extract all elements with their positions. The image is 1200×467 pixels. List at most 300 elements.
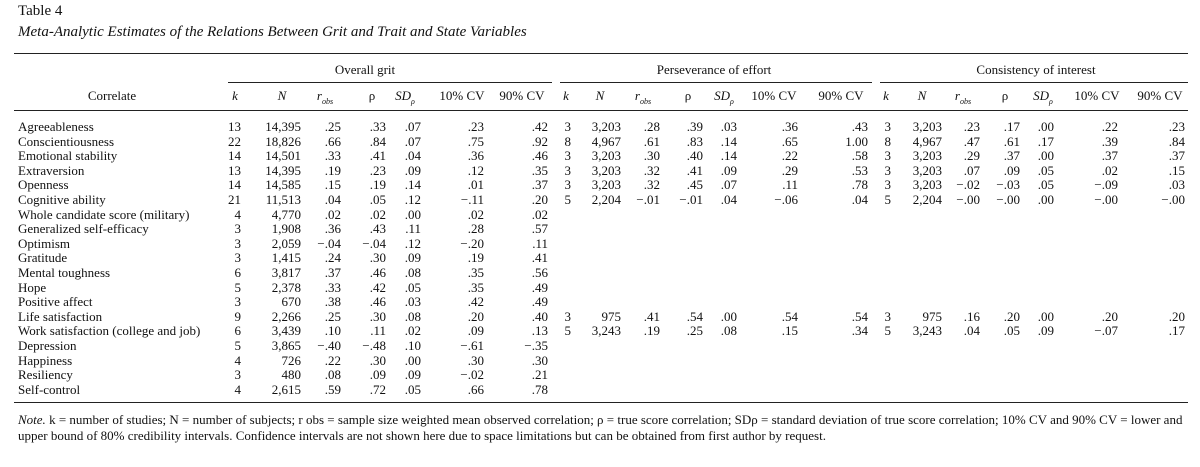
table-title: Meta-Analytic Estimates of the Relations Between Grit and Trait and State Variables bbox=[18, 24, 527, 40]
table-cell-cv90: .03 bbox=[1168, 177, 1185, 192]
table-cell-n: 4,967 bbox=[912, 134, 942, 149]
table-cell-n: 14,501 bbox=[265, 148, 301, 163]
table-cell-rho: .23 bbox=[369, 163, 386, 178]
col-header-n bbox=[596, 89, 605, 103]
col-header-n bbox=[278, 89, 287, 103]
table-cell-r-obs: .36 bbox=[324, 221, 341, 236]
table-cell-sd-rho: .17 bbox=[1037, 134, 1054, 149]
table-cell-cv90: .58 bbox=[851, 148, 868, 163]
table-row-correlate: Cognitive ability bbox=[18, 192, 106, 207]
table-cell-cv10: .23 bbox=[467, 119, 484, 134]
table-cell-sd-rho: .08 bbox=[720, 323, 737, 338]
table-cell-cv90: .56 bbox=[531, 265, 548, 280]
table-cell-r-obs: .25 bbox=[324, 309, 341, 324]
table-cell-n: 480 bbox=[281, 367, 301, 382]
table-cell-cv10: .20 bbox=[1101, 309, 1118, 324]
table-cell-n: 11,513 bbox=[265, 192, 301, 207]
table-cell-k: 8 bbox=[564, 134, 571, 149]
table-cell-k: 4 bbox=[234, 382, 241, 397]
table-cell-sd-rho: .00 bbox=[1037, 309, 1054, 324]
table-cell-cv10: .01 bbox=[467, 177, 484, 192]
table-cell-rho: −.01 bbox=[679, 192, 703, 207]
table-cell-k: 21 bbox=[228, 192, 241, 207]
table-row-correlate: Mental toughness bbox=[18, 265, 111, 280]
table-cell-n: 3,865 bbox=[271, 338, 301, 353]
col-header-subscript: ρ bbox=[411, 97, 415, 106]
col-header-k bbox=[563, 89, 569, 103]
table-cell-rho: .42 bbox=[369, 280, 386, 295]
col-header-cv90 bbox=[499, 89, 544, 103]
table-cell-n: 1,908 bbox=[271, 221, 301, 236]
table-cell-sd-rho: .05 bbox=[1037, 177, 1054, 192]
table-cell-r-obs: .28 bbox=[643, 119, 660, 134]
table-cell-n: 3,203 bbox=[591, 177, 621, 192]
note-label: Note. bbox=[18, 412, 46, 427]
table-row-correlate: Emotional stability bbox=[18, 148, 118, 163]
table-cell-k: 5 bbox=[884, 192, 891, 207]
table-cell-r-obs: .23 bbox=[963, 119, 980, 134]
col-header-k bbox=[883, 89, 889, 103]
col-header-text: r bbox=[634, 88, 640, 103]
table-cell-n: 3,203 bbox=[912, 148, 942, 163]
table-cell-n: 1,415 bbox=[271, 250, 301, 265]
table-cell-n: 3,439 bbox=[271, 323, 301, 338]
col-header-text: SD bbox=[395, 88, 412, 103]
table-cell-n: 975 bbox=[601, 309, 621, 324]
table-cell-r-obs: .61 bbox=[643, 134, 660, 149]
col-header-rho bbox=[369, 89, 376, 103]
table-cell-cv10: −.07 bbox=[1094, 323, 1118, 338]
table-cell-r-obs: −.04 bbox=[317, 236, 341, 251]
table-cell-n: 3,203 bbox=[591, 119, 621, 134]
group-underline bbox=[560, 82, 872, 83]
table-cell-sd-rho: .14 bbox=[720, 148, 737, 163]
table-row-correlate: Optimism bbox=[18, 236, 71, 251]
col-header-text: SD bbox=[1033, 88, 1050, 103]
table-cell-r-obs: .04 bbox=[963, 323, 980, 338]
table-cell-sd-rho: .10 bbox=[404, 338, 421, 353]
table-cell-sd-rho: .03 bbox=[404, 294, 421, 309]
table-cell-rho: .25 bbox=[686, 323, 703, 338]
table-cell-rho: .02 bbox=[369, 207, 386, 222]
table-cell-r-obs: .15 bbox=[324, 177, 341, 192]
table-cell-n: 2,378 bbox=[271, 280, 301, 295]
col-header-subscript: obs bbox=[639, 97, 652, 106]
table-row-correlate: Whole candidate score (military) bbox=[18, 207, 190, 222]
col-header-text: ρ bbox=[1001, 88, 1009, 103]
table-cell-k: 3 bbox=[884, 119, 891, 134]
col-header-r-obs bbox=[317, 89, 333, 109]
group-header: Overall grit bbox=[334, 62, 396, 77]
table-cell-r-obs: .07 bbox=[963, 163, 980, 178]
table-cell-k: 3 bbox=[884, 177, 891, 192]
group-underline bbox=[228, 82, 552, 83]
table-row-correlate: Extraversion bbox=[18, 163, 85, 178]
col-header-cv10 bbox=[751, 89, 796, 103]
table-cell-r-obs: .30 bbox=[643, 148, 660, 163]
table-cell-sd-rho: .07 bbox=[720, 177, 737, 192]
col-header-rho bbox=[1002, 89, 1009, 103]
table-cell-n: 3,243 bbox=[912, 323, 942, 338]
col-header-text: 90% CV bbox=[818, 88, 864, 103]
table-cell-k: 3 bbox=[564, 163, 571, 178]
table-cell-n: 4,770 bbox=[271, 207, 301, 222]
table-cell-rho: .41 bbox=[369, 148, 386, 163]
table-cell-cv90: .78 bbox=[531, 382, 548, 397]
table-row-correlate: Agreeableness bbox=[18, 119, 94, 134]
table-cell-cv90: .21 bbox=[531, 367, 548, 382]
table-cell-k: 5 bbox=[564, 323, 571, 338]
table-cell-r-obs: .10 bbox=[324, 323, 341, 338]
table-cell-r-obs: .41 bbox=[643, 309, 660, 324]
table-cell-sd-rho: .05 bbox=[1037, 163, 1054, 178]
col-header-sd-rho bbox=[395, 89, 415, 109]
table-cell-cv90: .17 bbox=[1168, 323, 1185, 338]
table-cell-r-obs: −.01 bbox=[636, 192, 660, 207]
table-cell-sd-rho: .03 bbox=[720, 119, 737, 134]
table-cell-r-obs: −.40 bbox=[317, 338, 341, 353]
note-text: k = number of studies; N = number of subjects; r obs = sample size weighted mean observed correlation; ρ = true score correlation; SDρ = standard deviation of true score correlation; 10% CV and 90% CV = lower and upper bound of 80% credibility intervals. Confidence intervals are not shown here due to space limitations but can be obtained from first author by request. bbox=[18, 412, 1183, 443]
table-cell-r-obs: .33 bbox=[324, 148, 341, 163]
table-cell-n: 14,585 bbox=[265, 177, 301, 192]
col-header-text: N bbox=[917, 88, 927, 103]
group-underline bbox=[880, 82, 1188, 83]
table-cell-cv90: .11 bbox=[532, 236, 548, 251]
group-header: Perseverance of effort bbox=[656, 62, 772, 77]
table-cell-cv10: .39 bbox=[1101, 134, 1118, 149]
table-cell-r-obs: .32 bbox=[643, 177, 660, 192]
col-header-text: N bbox=[277, 88, 287, 103]
table-cell-cv10: .11 bbox=[782, 177, 798, 192]
table-cell-k: 5 bbox=[234, 338, 241, 353]
table-cell-cv90: .49 bbox=[531, 294, 548, 309]
table-cell-rho: −.04 bbox=[362, 236, 386, 251]
table-cell-sd-rho: .07 bbox=[404, 119, 421, 134]
table-row-correlate: Hope bbox=[18, 280, 47, 295]
table-cell-sd-rho: .09 bbox=[404, 250, 421, 265]
col-header-cv10 bbox=[439, 89, 484, 103]
table-cell-cv10: .75 bbox=[467, 134, 484, 149]
table-cell-cv10: .36 bbox=[467, 148, 484, 163]
table-cell-cv90: .04 bbox=[851, 192, 868, 207]
table-cell-cv90: .43 bbox=[851, 119, 868, 134]
table-cell-n: 2,204 bbox=[912, 192, 942, 207]
table-cell-cv90: .78 bbox=[851, 177, 868, 192]
table-cell-cv10: .22 bbox=[781, 148, 798, 163]
table-cell-k: 6 bbox=[234, 323, 241, 338]
table-cell-rho: −.48 bbox=[362, 338, 386, 353]
col-header-text: ρ bbox=[368, 88, 376, 103]
table-cell-cv10: .02 bbox=[1101, 163, 1118, 178]
table-cell-n: 2,059 bbox=[271, 236, 301, 251]
table-cell-n: 18,826 bbox=[265, 134, 301, 149]
col-header-text: ρ bbox=[684, 88, 692, 103]
col-header-sd-rho bbox=[714, 89, 734, 109]
table-cell-cv90: .37 bbox=[1168, 148, 1185, 163]
table-cell-sd-rho: .00 bbox=[1037, 148, 1054, 163]
table-cell-cv10: −.61 bbox=[460, 338, 484, 353]
table-cell-n: 670 bbox=[281, 294, 301, 309]
table-cell-cv90: .13 bbox=[531, 323, 548, 338]
table-cell-cv90: .49 bbox=[531, 280, 548, 295]
table-cell-k: 5 bbox=[564, 192, 571, 207]
table-cell-rho: .83 bbox=[686, 134, 703, 149]
table-note bbox=[18, 412, 1183, 444]
table-cell-cv90: .34 bbox=[851, 323, 868, 338]
col-header-subscript: ρ bbox=[1049, 97, 1053, 106]
table-cell-cv90: .41 bbox=[531, 250, 548, 265]
table-cell-sd-rho: .09 bbox=[404, 163, 421, 178]
table-cell-k: 9 bbox=[234, 309, 241, 324]
table-label: Table 4 bbox=[18, 3, 63, 19]
table-cell-n: 2,204 bbox=[591, 192, 621, 207]
table-row-correlate: Positive affect bbox=[18, 294, 93, 309]
table-cell-rho: .05 bbox=[369, 192, 386, 207]
col-header-text: r bbox=[954, 88, 960, 103]
table-cell-k: 5 bbox=[884, 323, 891, 338]
col-header-text: 90% CV bbox=[1137, 88, 1183, 103]
table-row-correlate: Self-control bbox=[18, 382, 81, 397]
table-cell-n: 4,967 bbox=[591, 134, 621, 149]
table-cell-r-obs: −.02 bbox=[956, 177, 980, 192]
table-cell-k: 22 bbox=[228, 134, 241, 149]
table-cell-rho: .72 bbox=[369, 382, 386, 397]
table-cell-rho: .30 bbox=[369, 353, 386, 368]
table-cell-k: 3 bbox=[884, 148, 891, 163]
table-cell-rho: .11 bbox=[370, 323, 386, 338]
col-header-text: r bbox=[316, 88, 322, 103]
table-cell-cv10: .22 bbox=[1101, 119, 1118, 134]
table-cell-k: 3 bbox=[564, 309, 571, 324]
table-cell-rho: .33 bbox=[369, 119, 386, 134]
table-cell-cv10: .19 bbox=[467, 250, 484, 265]
table-cell-cv10: −.06 bbox=[774, 192, 798, 207]
table-cell-cv10: .66 bbox=[467, 382, 484, 397]
table-cell-n: 3,203 bbox=[912, 177, 942, 192]
table-cell-sd-rho: .04 bbox=[720, 192, 737, 207]
table-cell-cv10: .09 bbox=[467, 323, 484, 338]
table-cell-n: 2,615 bbox=[271, 382, 301, 397]
table-cell-r-obs: −.00 bbox=[956, 192, 980, 207]
table-cell-cv90: .40 bbox=[531, 309, 548, 324]
table-cell-n: 3,817 bbox=[271, 265, 301, 280]
table-cell-rho: .09 bbox=[1003, 163, 1020, 178]
col-header-n bbox=[918, 89, 927, 103]
table-cell-cv10: −.09 bbox=[1094, 177, 1118, 192]
table-cell-k: 3 bbox=[234, 221, 241, 236]
table-cell-n: 3,203 bbox=[591, 163, 621, 178]
table-cell-rho: .19 bbox=[369, 177, 386, 192]
table-cell-cv90: −.35 bbox=[524, 338, 548, 353]
table-cell-cv90: .23 bbox=[1168, 119, 1185, 134]
table-cell-r-obs: .29 bbox=[963, 148, 980, 163]
table-cell-k: 3 bbox=[234, 236, 241, 251]
table-cell-r-obs: .16 bbox=[963, 309, 980, 324]
table-cell-n: 14,395 bbox=[265, 163, 301, 178]
table-cell-cv10: .42 bbox=[467, 294, 484, 309]
table-cell-k: 3 bbox=[234, 367, 241, 382]
table-cell-cv10: .20 bbox=[467, 309, 484, 324]
table-cell-k: 6 bbox=[234, 265, 241, 280]
table-cell-sd-rho: .14 bbox=[404, 177, 421, 192]
table-cell-k: 8 bbox=[884, 134, 891, 149]
table-cell-cv90: .53 bbox=[851, 163, 868, 178]
table-row-correlate: Resiliency bbox=[18, 367, 73, 382]
table-cell-k: 14 bbox=[228, 148, 241, 163]
table-cell-n: 3,203 bbox=[591, 148, 621, 163]
table-cell-cv10: .28 bbox=[467, 221, 484, 236]
table-cell-r-obs: .02 bbox=[324, 207, 341, 222]
table-cell-rho: .40 bbox=[686, 148, 703, 163]
col-header-sd-rho bbox=[1033, 89, 1053, 109]
table-cell-n: 975 bbox=[922, 309, 942, 324]
table-cell-cv10: .36 bbox=[781, 119, 798, 134]
table-cell-cv10: −.20 bbox=[460, 236, 484, 251]
table-cell-rho: .61 bbox=[1003, 134, 1020, 149]
table-row-correlate: Happiness bbox=[18, 353, 73, 368]
table-cell-n: 14,395 bbox=[265, 119, 301, 134]
table-cell-sd-rho: .09 bbox=[720, 163, 737, 178]
table-cell-n: 726 bbox=[281, 353, 301, 368]
table-cell-cv90: .54 bbox=[851, 309, 868, 324]
table-cell-cv10: .29 bbox=[781, 163, 798, 178]
col-header-text: 10% CV bbox=[751, 88, 797, 103]
col-header-text: SD bbox=[714, 88, 731, 103]
table-cell-k: 4 bbox=[234, 353, 241, 368]
table-cell-k: 13 bbox=[228, 163, 241, 178]
table-cell-cv90: .57 bbox=[531, 221, 548, 236]
table-cell-k: 13 bbox=[228, 119, 241, 134]
table-cell-k: 14 bbox=[228, 177, 241, 192]
table-cell-r-obs: .19 bbox=[643, 323, 660, 338]
col-header-r-obs bbox=[955, 89, 971, 109]
table-cell-cv90: .15 bbox=[1168, 163, 1185, 178]
table-cell-r-obs: .47 bbox=[963, 134, 980, 149]
table-cell-cv90: .30 bbox=[531, 353, 548, 368]
col-header-text: k bbox=[232, 88, 238, 103]
table-cell-sd-rho: .12 bbox=[404, 192, 421, 207]
table-cell-n: 3,203 bbox=[912, 163, 942, 178]
table-cell-cv10: .35 bbox=[467, 280, 484, 295]
table-cell-cv10: .30 bbox=[467, 353, 484, 368]
table-cell-sd-rho: .05 bbox=[404, 280, 421, 295]
col-header-subscript: obs bbox=[321, 97, 334, 106]
table-cell-cv90: .37 bbox=[531, 177, 548, 192]
table-cell-cv90: .20 bbox=[1168, 309, 1185, 324]
table-cell-rho: .84 bbox=[369, 134, 386, 149]
table-cell-rho: −.03 bbox=[996, 177, 1020, 192]
table-cell-rho: .45 bbox=[686, 177, 703, 192]
top-rule bbox=[14, 53, 1188, 54]
table-cell-cv10: −.02 bbox=[460, 367, 484, 382]
col-header-r-obs bbox=[635, 89, 651, 109]
table-cell-rho: .37 bbox=[1003, 148, 1020, 163]
table-cell-r-obs: .25 bbox=[324, 119, 341, 134]
table-cell-r-obs: .04 bbox=[324, 192, 341, 207]
table-cell-n: 2,266 bbox=[271, 309, 301, 324]
table-cell-sd-rho: .04 bbox=[404, 148, 421, 163]
table-cell-r-obs: .66 bbox=[324, 134, 341, 149]
table-cell-cv90: .84 bbox=[1168, 134, 1185, 149]
table-cell-sd-rho: .12 bbox=[404, 236, 421, 251]
table-cell-r-obs: .33 bbox=[324, 280, 341, 295]
col-header-cv10 bbox=[1074, 89, 1119, 103]
table-cell-rho: .30 bbox=[369, 309, 386, 324]
table-cell-sd-rho: .09 bbox=[1037, 323, 1054, 338]
table-cell-cv90: .20 bbox=[531, 192, 548, 207]
table-cell-r-obs: .08 bbox=[324, 367, 341, 382]
table-cell-rho: .46 bbox=[369, 265, 386, 280]
table-row-correlate: Gratitude bbox=[18, 250, 68, 265]
table-cell-rho: .05 bbox=[1003, 323, 1020, 338]
table-cell-cv10: .35 bbox=[467, 265, 484, 280]
table-cell-sd-rho: .08 bbox=[404, 309, 421, 324]
table-cell-k: 3 bbox=[884, 163, 891, 178]
table-cell-k: 4 bbox=[234, 207, 241, 222]
table-cell-rho: .09 bbox=[369, 367, 386, 382]
table-cell-rho: .54 bbox=[686, 309, 703, 324]
table-cell-k: 3 bbox=[564, 119, 571, 134]
table-cell-rho: .41 bbox=[686, 163, 703, 178]
correlate-header: Correlate bbox=[87, 88, 137, 103]
table-cell-sd-rho: .09 bbox=[404, 367, 421, 382]
col-header-subscript: ρ bbox=[730, 97, 734, 106]
col-header-text: 90% CV bbox=[499, 88, 545, 103]
table-cell-r-obs: .59 bbox=[324, 382, 341, 397]
table-cell-k: 3 bbox=[234, 294, 241, 309]
table-cell-sd-rho: .11 bbox=[405, 221, 421, 236]
table-cell-sd-rho: .00 bbox=[1037, 119, 1054, 134]
col-header-text: k bbox=[883, 88, 889, 103]
table-cell-sd-rho: .00 bbox=[720, 309, 737, 324]
table-cell-k: 3 bbox=[884, 309, 891, 324]
table-cell-n: 3,243 bbox=[591, 323, 621, 338]
table-cell-sd-rho: .02 bbox=[404, 323, 421, 338]
bottom-rule bbox=[14, 402, 1188, 403]
table-cell-r-obs: .32 bbox=[643, 163, 660, 178]
table-cell-r-obs: .24 bbox=[324, 250, 341, 265]
table-cell-k: 3 bbox=[234, 250, 241, 265]
table-cell-cv10: .37 bbox=[1101, 148, 1118, 163]
table-cell-r-obs: .19 bbox=[324, 163, 341, 178]
table-cell-sd-rho: .14 bbox=[720, 134, 737, 149]
table-cell-k: 3 bbox=[564, 177, 571, 192]
table-cell-cv10: .02 bbox=[467, 207, 484, 222]
col-header-text: 10% CV bbox=[439, 88, 485, 103]
table-cell-sd-rho: .05 bbox=[404, 382, 421, 397]
table-cell-r-obs: .22 bbox=[324, 353, 341, 368]
col-header-cv90 bbox=[818, 89, 863, 103]
table-row-correlate: Openness bbox=[18, 177, 69, 192]
table-cell-rho: .39 bbox=[686, 119, 703, 134]
table-row-correlate: Depression bbox=[18, 338, 77, 353]
group-header: Consistency of interest bbox=[976, 62, 1096, 77]
table-cell-cv90: .46 bbox=[531, 148, 548, 163]
table-cell-cv90: .92 bbox=[531, 134, 548, 149]
table-row-correlate: Work satisfaction (college and job) bbox=[18, 323, 201, 338]
table-cell-r-obs: .38 bbox=[324, 294, 341, 309]
col-header-k bbox=[232, 89, 238, 103]
table-cell-n: 3,203 bbox=[912, 119, 942, 134]
table-cell-cv10: −.00 bbox=[1094, 192, 1118, 207]
col-header-subscript: obs bbox=[959, 97, 972, 106]
table-cell-cv10: .54 bbox=[781, 309, 798, 324]
table-cell-sd-rho: .07 bbox=[404, 134, 421, 149]
table-cell-k: 3 bbox=[564, 148, 571, 163]
table-row-correlate: Life satisfaction bbox=[18, 309, 103, 324]
col-header-text: 10% CV bbox=[1074, 88, 1120, 103]
table-cell-sd-rho: .00 bbox=[404, 353, 421, 368]
